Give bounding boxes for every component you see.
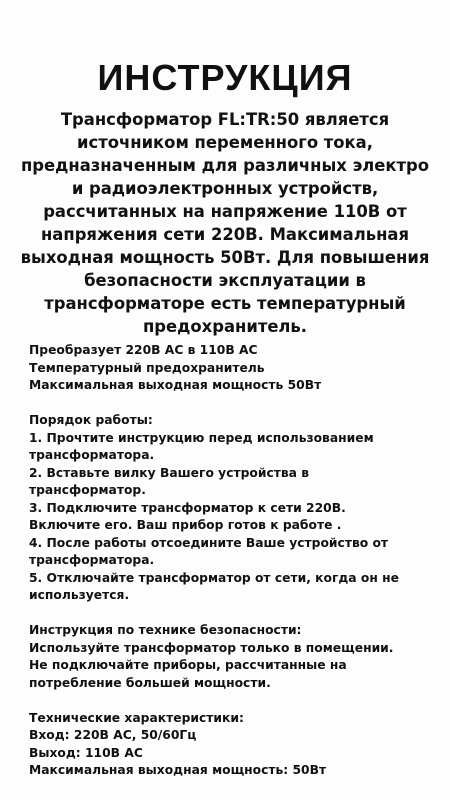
- safety-heading: Инструкция по технике безопасности:: [29, 623, 302, 637]
- intro-line: и радиоэлектронных устройств,: [71, 179, 379, 198]
- safety-line: Используйте трансформатор только в помещении.: [29, 640, 394, 655]
- intro-line: напряжения сети 220В. Максимальная: [40, 225, 410, 244]
- feature-item: Температурный предохранитель: [29, 360, 265, 375]
- safety-line: потребление большей мощности.: [29, 675, 271, 690]
- feature-item: Максимальная выходная мощность 50Вт: [29, 378, 322, 392]
- feature-item: Преобразует 220В AC в 110В AC: [29, 343, 258, 357]
- intro-line: рассчитанных на напряжение 110В от: [43, 202, 407, 221]
- procedure-line: трансформатора.: [29, 553, 155, 567]
- specs-heading: Технические характеристики:: [29, 710, 244, 725]
- intro-line: выходная мощность 50Вт. Для повышения: [20, 248, 430, 267]
- procedure-line: трансформатор.: [29, 483, 146, 497]
- intro-line: источником переменного тока,: [77, 133, 373, 152]
- intro-line: безопасности эксплуатации в: [84, 271, 366, 290]
- procedure-line: 2. Вставьте вилку Вашего устройства в: [29, 465, 310, 480]
- intro-line: предназначенным для различных электро: [20, 156, 430, 175]
- instruction-body: [29, 342, 429, 780]
- procedure-line: 3. Подключите трансформатор к сети 220В.: [29, 500, 346, 515]
- intro-line: предохранитель.: [142, 317, 308, 336]
- page-title: ИНСТРУКЦИЯ: [97, 57, 353, 98]
- procedure-line: используется.: [29, 588, 130, 602]
- specs-line: Максимальная выходная мощность: 50Вт: [29, 763, 327, 777]
- section-gap: [29, 395, 429, 413]
- section-gap: [29, 605, 429, 623]
- procedure-line: 4. После работы отсоедините Ваше устройство от: [29, 535, 389, 550]
- specs-line: Выход: 110В AC: [29, 745, 143, 760]
- procedure-heading: Порядок работы:: [29, 413, 153, 427]
- specs-line: Вход: 220В AC, 50/60Гц: [29, 728, 197, 742]
- intro-line: трансформаторе есть температурный: [44, 294, 406, 313]
- specs-section: [29, 710, 429, 780]
- intro-paragraph: [20, 108, 430, 338]
- procedure-line: Включите его. Ваш прибор готов к работе .: [29, 518, 342, 532]
- procedure-line: 5. Отключайте трансформатор от сети, когда он не: [29, 570, 399, 585]
- section-gap: [29, 692, 429, 710]
- procedure-line: трансформатора.: [29, 448, 155, 462]
- safety-line: Не подключайте приборы, рассчитанные на: [29, 658, 347, 672]
- features-list: [29, 342, 429, 395]
- intro-line: Трансформатор FL:TR:50 является: [60, 110, 390, 129]
- procedure-section: [29, 412, 429, 605]
- procedure-line: 1. Прочтите инструкцию перед использованием: [29, 430, 374, 445]
- safety-section: [29, 622, 429, 692]
